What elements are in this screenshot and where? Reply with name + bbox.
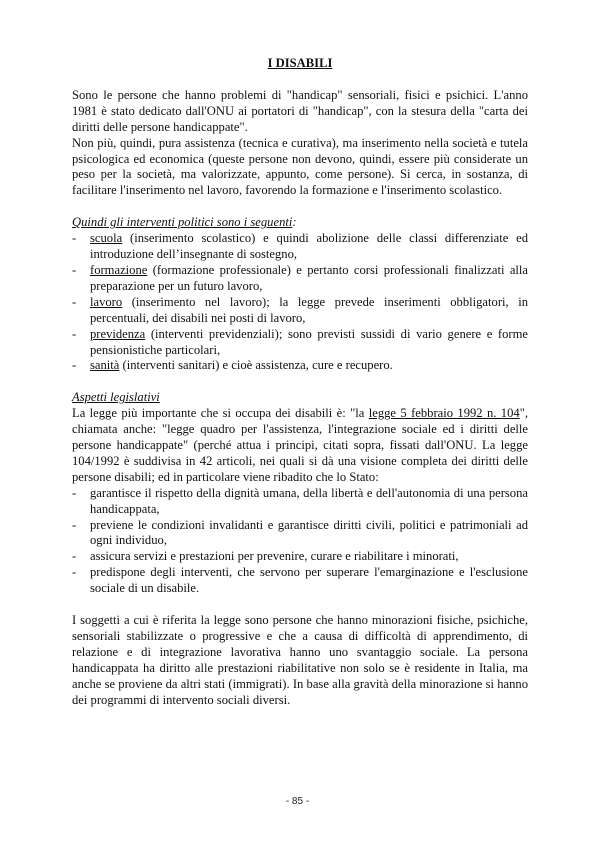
- interventions-heading-text: Quindi gli interventi politici sono i seguenti: [72, 215, 293, 230]
- list-item: - sanità (interventi sanitari) e cioè assistenza, cure e recupero.: [72, 358, 528, 374]
- legislation-paragraph: La legge più importante che si occupa dei disabili è: "la legge 5 febbraio 1992 n. 104", chiamata anche: "legge quadro per l'assistenza, l'integrazione sociale ed i diritti delle persone handicappate" (perché attua i principi, citati sopra, fissati dall'ONU. La legge 104/1992 è suddivisa in 42 articoli, nei quali si dà una visione completa dei diritti delle persone disabili; ed in particolare viene ribadito che lo Stato:: [72, 406, 528, 484]
- intro-paragraph-2: Non più, quindi, pura assistenza (tecnica e curativa), ma inserimento nella società e tutela psicologica ed economica (queste persone non devono, quindi, essere più considerate un peso per la società, ma valorizzate, appunto, come persone). Si cerca, in sostanza, di facilitare l'inserimento nel lavoro, favorendo la formazione e l'inserimento scolastico.: [72, 135, 528, 198]
- closing-paragraph: I soggetti a cui è riferita la legge sono persone che hanno minorazioni fisiche, psichiche, sensoriali stabilizzate o progressive e che a causa di difficoltà di apprendimento, di relazione e di integrazione lavorativa hanno uno svantaggio sociale. La persona handicappata ha diritto alle prestazioni riabilitative non solo se è residente in Italia, ma anche se proviene da altri stati (immigrati). In base alla gravità della minorazione si hanno dei programmi di intervento sociali diversi.: [72, 613, 528, 707]
- term-formazione: formazione: [90, 262, 148, 277]
- list-item: - formazione (formazione professionale) e pertanto corsi professionali finalizzati alla preparazione per un futuro lavoro,: [72, 263, 528, 295]
- interventions-heading: Quindi gli interventi politici sono i seguenti:: [72, 215, 297, 230]
- term-sanita: sanità: [90, 358, 120, 373]
- page-title: I DISABILI: [267, 56, 333, 70]
- legislation-heading: Aspetti legislativi: [72, 390, 160, 405]
- list-item: - predispone degli interventi, che servono per superare l'emarginazione e l'esclusione sociale di un disabile.: [72, 565, 528, 597]
- list-item: - previdenza (interventi previdenziali); sono previsti sussidi di vario genere e forme pensionistiche particolari,: [72, 327, 528, 359]
- list-item: - assicura servizi e prestazioni per prevenire, curare e riabilitare i minorati,: [72, 549, 528, 565]
- list-item: - lavoro (inserimento nel lavoro); la legge prevede inserimenti obbligatori, in percentuali, dei disabili nei posti di lavoro,: [72, 295, 528, 327]
- law-link[interactable]: legge 5 febbraio 1992 n. 104: [368, 406, 520, 421]
- intro-paragraph-1: Sono le persone che hanno problemi di "handicap" sensoriali, fisici e psichici. L'anno 1981 è stato dedicato dall'ONU ai portatori di "handicap", con la stesura della "carta dei diritti delle persone handicappate".: [72, 87, 528, 134]
- list-item: - previene le condizioni invalidanti e garantisce diritti civili, politici e patrimoniali ad ogni individuo,: [72, 518, 528, 550]
- document-page: [72, 56, 528, 709]
- state-duties-list: [72, 486, 528, 597]
- page-number: - 85 -: [285, 796, 310, 807]
- list-item: - scuola (inserimento scolastico) e quindi abolizione delle classi differenziate ed introduzione dell’insegnante di sostegno,: [72, 231, 528, 263]
- term-previdenza: previdenza: [90, 326, 146, 341]
- list-item: - garantisce il rispetto della dignità umana, della libertà e dell'autonomia di una persona handicappata,: [72, 486, 528, 518]
- term-lavoro: lavoro: [90, 294, 123, 309]
- interventions-list: [72, 231, 528, 374]
- term-scuola: scuola: [90, 231, 123, 246]
